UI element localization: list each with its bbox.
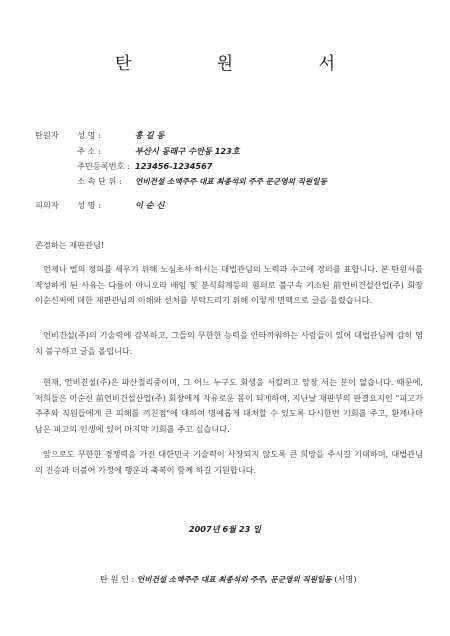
signature-line [100,574,357,585]
signature-value: 언비건설 소액주주 대표 최종석외 주주, 문군영외 직원일동 [136,575,332,584]
petitioner-address: 부산시 동래구 수안동 123호 [135,146,240,156]
document-title: 탄 원 서 [114,54,376,74]
signature-label: 탄 원 인 : [100,574,135,584]
paragraph-1: 언제나 법의 정의를 세우기 위해 노심초사 하시는 대법관님의 노력과 수고에 경의를 표합니다. 본 탄원서를 작성하게 된 사유는 다름이 아니오라 배임 및 분식회계등의 혐의로 불구속 기소된 前언비건설산업(주) 회장 이순신씨에 대한 재판관님의 이해와 선처를 부탁드리기 위해 이렇게 면맥으로 글을 올렸습니다. [35,264,423,305]
paragraph-3: 현재, 언비건설(주)은 파산절리중이며, 그 어느 누구도 회생을 시킬려고 앞장 서는 분이 없습니다. 때문에, 저희들은 이순신 前언비건설산업(주) 회장에게 자유로운 몸이 되게하여, 지난날 재판부의 판결요지인 "피고가 주주와 직원들에게 큰 피해를 끼친점"에 대하여 명예롭게 대처할 수 있도록 다시한번 기회를 주고, 환계나마 남은 피고의 인생에 있어 마지막 기회를 주고 싶습니다. [35,377,423,434]
petitioner-name-label: 성 명 : [77,130,101,140]
accused-name-label: 성 명 : [77,200,101,210]
petitioner-id-label: 주민등록번호 : [77,161,130,171]
accused-name: 이 순 신 [135,200,165,210]
signature-mark: (서명) [334,574,357,584]
petitioner-id: 123456-1234567 [135,161,213,171]
petitioner-company-label: 소 속 단 위 : [77,176,122,186]
paragraph-4: 앞으로도 무한한 경쟁력을 가진 대한민국 기술력이 사장되지 않도록 큰 희망을 주시길 기대하며, 대법관님의 건승과 더불어 가정에 행운과 축복이 함께 하길 기원합니다. [35,449,423,475]
accused-label: 피의자 [35,200,59,210]
petitioner-name: 홍 길 동 [135,130,165,140]
document-date: 2007년 6월 23 일 [188,524,262,534]
petitioner-address-label: 주 소 : [77,146,101,156]
petitioner-label: 탄원자 [35,130,59,140]
petitioner-company: 언비건설 소액주주 대표 최종석외 주주 문군영외 직원일동 [135,177,327,186]
paragraph-2: 언비건설(주)의 기술력에 감복하고, 그들의 무한한 능력을 안타까워하는 사람들이 있어 대법관님께 감히 염치 불구하고 글을 올립니다. [35,330,423,356]
salutation: 존경하는 재판관님! [35,240,105,250]
